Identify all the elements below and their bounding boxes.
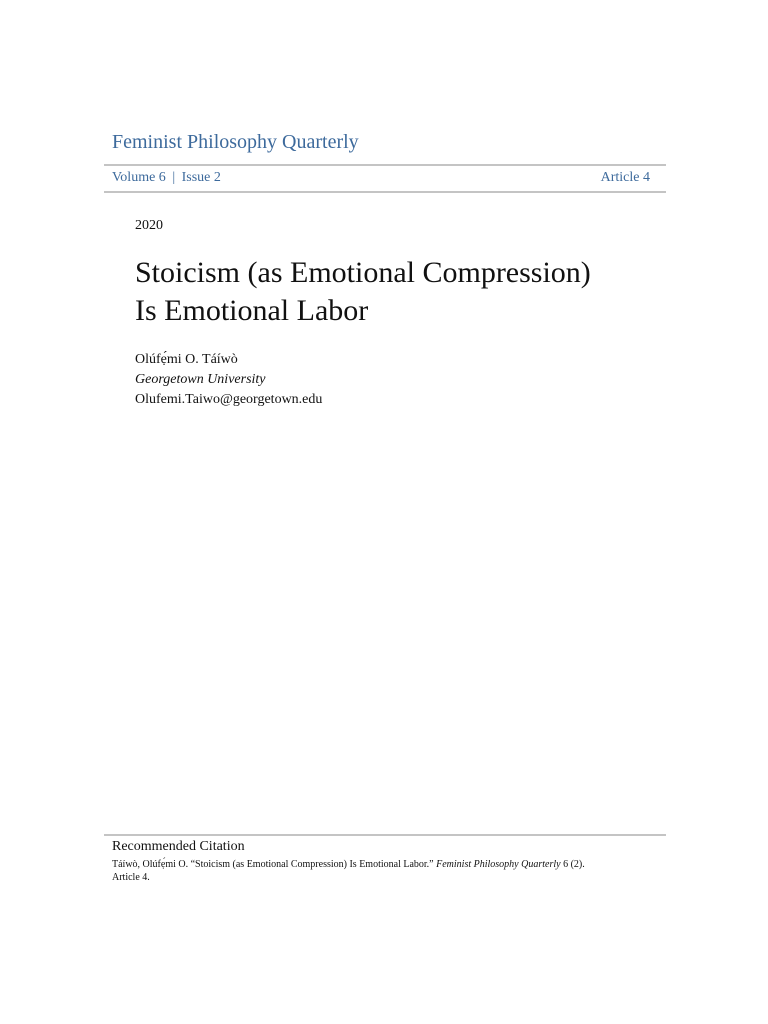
volume-issue xyxy=(112,170,221,186)
paper-title-line-2: Is Emotional Labor xyxy=(135,294,369,327)
author-email[interactable]: Olufemi.Taiwo@georgetown.edu xyxy=(135,392,323,407)
publication-year: 2020 xyxy=(135,218,163,233)
recommended-citation xyxy=(112,838,672,884)
author-block xyxy=(135,350,322,410)
issue-link[interactable]: Issue 2 xyxy=(181,170,221,185)
citation-text xyxy=(112,858,660,884)
header-bottom-rule xyxy=(104,191,666,193)
paper-title xyxy=(135,254,695,330)
author-name: Olúfẹ́mi O. Táíwò xyxy=(135,352,238,367)
author-affiliation: Georgetown University xyxy=(135,372,266,387)
journal-title[interactable]: Feminist Philosophy Quarterly xyxy=(112,131,359,153)
citation-text-end: 6 (2). xyxy=(560,859,585,870)
citation-journal: Feminist Philosophy Quarterly xyxy=(436,859,561,870)
citation-rule xyxy=(104,834,666,836)
header-top-rule xyxy=(104,164,666,166)
volume-link[interactable]: Volume 6 xyxy=(112,170,166,185)
citation-article: Article 4. xyxy=(112,872,150,883)
volume-issue-bar xyxy=(112,170,650,186)
issue-separator: | xyxy=(172,170,176,185)
paper-title-line-1: Stoicism (as Emotional Compression) xyxy=(135,256,591,289)
citation-heading: Recommended Citation xyxy=(112,839,245,854)
citation-text-start: Táíwò, Olúfẹ́mi O. “Stoicism (as Emotional Compression) Is Emotional Labor.” xyxy=(112,859,437,870)
article-number: Article 4 xyxy=(600,170,650,185)
